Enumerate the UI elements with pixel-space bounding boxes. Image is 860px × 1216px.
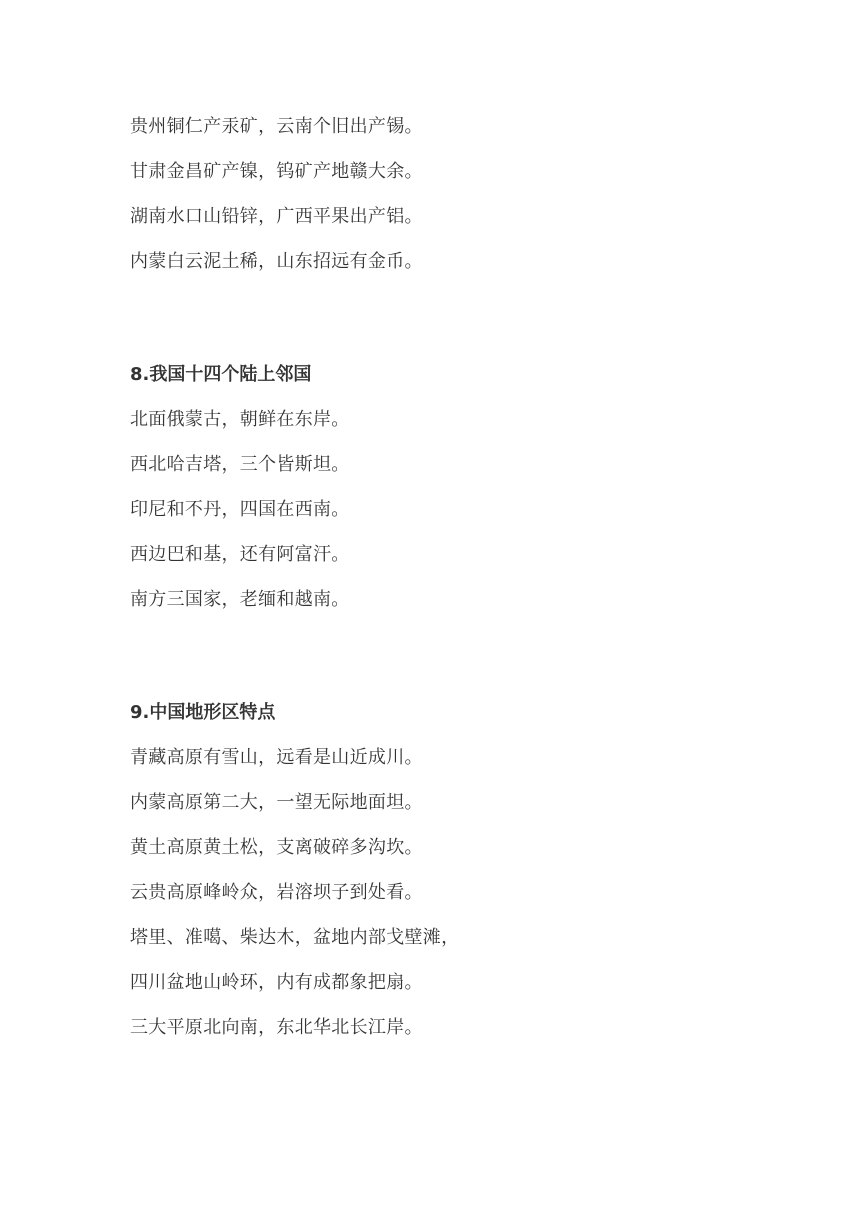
verse-line: 内蒙高原第二大，一望无际地面坦。 (130, 792, 423, 813)
verse-line: 云贵高原峰岭众，岩溶坝子到处看。 (130, 882, 423, 903)
verse-line: 甘肃金昌矿产镍，钨矿产地赣大余。 (130, 161, 423, 182)
verse-line: 印尼和不丹，四国在西南。 (130, 499, 350, 520)
terrain-section (130, 690, 459, 1050)
verse-line: 四川盆地山岭环，内有成都象把扇。 (130, 972, 423, 993)
section-heading: 9.中国地形区特点 (130, 702, 276, 723)
verse-line: 塔里、准噶、柴达木，盆地内部戈壁滩， (130, 927, 460, 948)
verse-line: 西边巴和基，还有阿富汗。 (130, 544, 350, 565)
verse-line: 内蒙白云泥土稀，山东招远有金币。 (130, 251, 423, 272)
verse-line: 西北哈吉塔，三个皆斯坦。 (130, 454, 350, 475)
verse-line: 黄土高原黄土松，支离破碎多沟坎。 (130, 837, 423, 858)
neighbors-section (130, 352, 350, 622)
minerals-verse (130, 104, 423, 284)
verse-line: 湖南水口山铅锌，广西平果出产铝。 (130, 206, 423, 227)
verse-line: 青藏高原有雪山，远看是山近成川。 (130, 747, 423, 768)
verse-line: 三大平原北向南，东北华北长江岸。 (130, 1017, 423, 1038)
verse-line: 南方三国家，老缅和越南。 (130, 589, 350, 610)
section-heading: 8.我国十四个陆上邻国 (130, 364, 312, 385)
verse-line: 贵州铜仁产汞矿，云南个旧出产锡。 (130, 116, 423, 137)
verse-line: 北面俄蒙古，朝鲜在东岸。 (130, 409, 350, 430)
